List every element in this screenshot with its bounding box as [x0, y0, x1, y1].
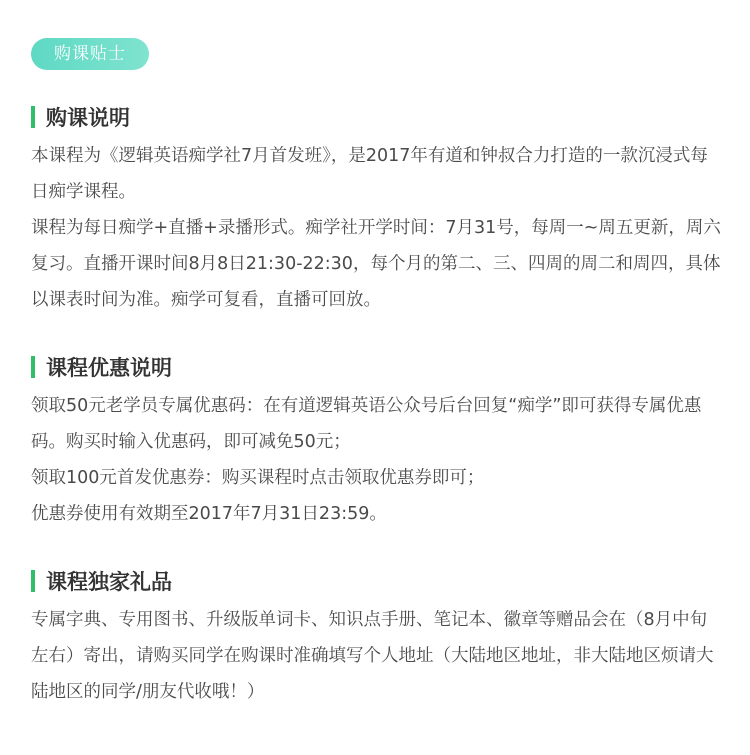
- section-purchase-info: [31, 102, 721, 318]
- section-title: 购课说明: [46, 106, 130, 130]
- section-accent-bar: [31, 106, 35, 128]
- section-discount-info: [31, 352, 721, 532]
- paragraph: 领取100元首发优惠券：购买课程时点击领取优惠券即可；: [31, 468, 485, 488]
- section-accent-bar: [31, 356, 35, 378]
- section-exclusive-gifts: [31, 566, 721, 710]
- section-accent-bar: [31, 570, 35, 592]
- section-title: 课程优惠说明: [46, 356, 172, 380]
- paragraph: 本课程为《逻辑英语痴学社7月首发班》，是2017年有道和钟叔合力打造的一款沉浸式每日痴学课程。: [31, 146, 708, 202]
- paragraph: 课程为每日痴学+直播+录播形式。痴学社开学时间：7月31号，每周一~周五更新，周六复习。直播开课时间8月8日21:30-22:30，每个月的第二、三、四周的周二和周四，具体以课表时间为准。痴学可复看，直播可回放。: [31, 218, 721, 310]
- tips-badge: 购课贴士: [31, 38, 149, 70]
- section-header: [31, 102, 721, 132]
- paragraph: 领取50元老学员专属优惠码：在有道逻辑英语公众号后台回复“痴学”即可获得专属优惠码。购买时输入优惠码，即可减免50元；: [31, 396, 702, 452]
- section-title: 课程独家礼品: [46, 570, 172, 594]
- section-header: [31, 352, 721, 382]
- paragraph: 优惠券使用有效期至2017年7月31日23:59。: [31, 504, 387, 524]
- section-header: [31, 566, 721, 596]
- paragraph: 专属字典、专用图书、升级版单词卡、知识点手册、笔记本、徽章等赠品会在（8月中旬左右）寄出，请购买同学在购课时准确填写个人地址（大陆地区地址，非大陆地区烦请大陆地区的同学/朋友代收哦！）: [31, 610, 714, 702]
